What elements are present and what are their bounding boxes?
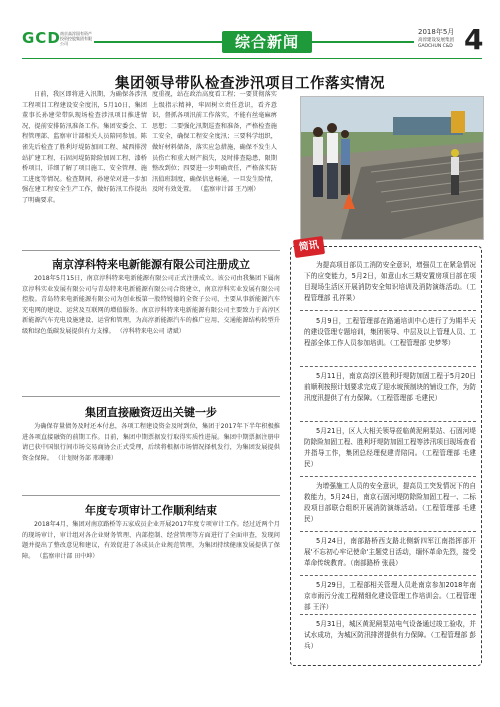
article-byline: （淳科特来电公司 诸斌） bbox=[116, 327, 185, 335]
flash-item-source: （工程管理部 史梦琴） bbox=[389, 339, 455, 347]
lead-headline: 集团领导带队检查涉汛项目工作落实情况 bbox=[115, 76, 385, 92]
article-body bbox=[22, 422, 280, 492]
article-body bbox=[22, 520, 280, 630]
logo-mark: GCD bbox=[22, 29, 61, 47]
header-divider bbox=[22, 58, 482, 59]
flash-divider bbox=[300, 614, 476, 615]
flash-divider bbox=[300, 476, 476, 477]
divider bbox=[22, 396, 280, 397]
news-flash-label: 简讯 bbox=[293, 236, 325, 258]
flash-item bbox=[304, 536, 476, 569]
article-body bbox=[22, 274, 280, 394]
divider bbox=[22, 250, 280, 251]
article-text: 2018年4月，集团对南京路桥等五家成员企业开展2017年度专项审计工作。经过近两个月的现场审计，审计组对各企业财务管理、内部控制、经营管理等方面进行了全面审查，发现问题并提出了整改意见和建议，有效促进了各成员企业规范管理，为集团持续健康发展提供了保障。 bbox=[22, 521, 280, 560]
header-rule-left bbox=[94, 41, 222, 43]
flash-item-text: 为提高项目部员工消防安全意识，增强员工在紧急情况下的应变能力，5月2日，如意山水三期安置房项目部在项目现场生活区开展消防安全知识培训及消防演练活动。 bbox=[304, 261, 476, 291]
flash-item bbox=[304, 426, 476, 470]
article-text: 为确保存量债务及时还本付息，各项工程建设资金及时到位，集团于2017年下半年积极推进各项直接融资的前期工作。目前，集团中期票据发行取得实质性进展。集团中期票据注册申请已获中国银行间市场交易商协会正式受理，后续将根据市场情况择机发行，为集团发展提供资金保障。 bbox=[22, 423, 280, 462]
flash-divider bbox=[300, 531, 476, 532]
flash-item bbox=[304, 316, 476, 349]
article-title: 年度专项审计工作顺利结束 bbox=[85, 504, 217, 517]
inspection-photo-image bbox=[301, 97, 483, 239]
article-byline: （计划财务部 邢珊珊） bbox=[54, 454, 117, 462]
inspection-photo bbox=[300, 96, 484, 240]
flash-item-source: （工程管理部 王洋） bbox=[304, 592, 477, 611]
flash-item bbox=[304, 481, 476, 525]
flash-divider bbox=[300, 421, 476, 422]
lead-byline: （监察审计部 王乃刚） bbox=[197, 186, 260, 194]
lead-column-2 bbox=[152, 90, 277, 250]
flash-item-text: 5月29日，工程部相关管理人员赴南京参加2018年南京市雨污分流工程精细化建设管理工作培训会。 bbox=[304, 581, 476, 600]
people-group bbox=[313, 123, 350, 199]
page-number: 4 bbox=[464, 23, 484, 56]
article-title: 集团直接融资迈出关键一步 bbox=[85, 406, 217, 419]
flash-item-text: 5月24日，南部路桥西支路北侧新四军江南指挥部开展'不忘初心牢记使命'主题党日活动，缅怀革命先烈，接受革命传统教育。 bbox=[304, 537, 476, 567]
flash-item-text: 5月11日，南京高淳区胜利圩堤防加固工程于5月20日前顺利按照计划要求完成了迎水坡预制块的铺设工作，为防汛度汛提供了有力保障。 bbox=[304, 372, 476, 402]
lead-column-1: 日前，我区即将进入汛期，为确保各涉汛工程项目工程建设安全度汛，5月10日，集团董事长孙建荣带队现场检查涉汛项目推进情况，提前安排防汛准备工作。集团安委会、工程管理部、监察审计部相关人员陪同参加。陈雀先后检查了胜利圩堤防加固工程、城西排涝站扩建工程、石固河堤防除险加固工程、漆桥桥项目，详细了解了项目施工、安全管理、施工进度等情况。检查期间，孙建荣对进一步加强在建工程安全生产工作，做好防汛工作提出了明确要求。 bbox=[22, 91, 147, 204]
article-byline: （监察审计部 田中坤） bbox=[36, 552, 99, 560]
header-rule-right bbox=[312, 41, 414, 43]
flash-item-text: 5月31日，城区黄泥闸泵站电气设备通过竣工验收，并试水成功，为城区防汛排涝提供有力保障。 bbox=[304, 620, 476, 639]
flash-item-text: 为增强施工人员的安全意识，提高员工突发情况下的自救能力，5月24日，南京石固河堤防除险加固工程一、二标段项目部联合组织开展消防演练活动。 bbox=[304, 482, 476, 512]
flash-item bbox=[304, 371, 476, 404]
article-text: 2018年5月15日，南京淳科特来电新能源有限公司正式注册成立。该公司由我集团下属南京淳科实业发展有限公司与青岛特来电新能源有限公司合资建立，南京淳科实业发展有限公司控股。青岛特来电新能源有限公司为创业板第一股特锐德的全资子公司，主要从事新能源汽车充电网的建设、运营及互联网的增值服务。南京淳科特来电新能源有限公司主要致力于高淳区新能源汽车充电设施建设、运营和管理，为高淳新能源汽车的推广应用、交通能源结构转型升级和绿色低碳发展提供有力支撑。 bbox=[22, 275, 280, 335]
flash-divider bbox=[300, 366, 476, 367]
flash-item bbox=[304, 619, 476, 652]
flash-divider bbox=[300, 575, 476, 576]
article-title: 南京淳科特来电新能源有限公司注册成立 bbox=[52, 258, 250, 271]
issue-date: 2018年5月 bbox=[418, 28, 455, 36]
logo-subtitle: 南京高淳国有资产投资控股集团有限公司 bbox=[60, 31, 92, 46]
lead-column-2-text: 度重视，站在政治高度看工程；一要贯彻落实上级指示精神，牢固树立责任意识，看齐意识，督抓各项汛前工作落实，不能有丝毫麻痹思想；二要强化汛期巡查和准备，严格检查施工安全，确保工程安全度汛；三要科学组织，做好材料储备，落实应急措施，确保不发生人员伤亡和重大财产损失，及时排查隐患，限期整改到位；四要进一步明确责任，严格落实防汛值班制度，确保信息畅通，一旦发生险情，及时有效处置。 bbox=[152, 91, 277, 194]
flash-item-source: （南部路桥 张晨） bbox=[350, 559, 402, 567]
flash-item-source: （工程管理部 毛建民） bbox=[376, 394, 442, 402]
flash-item-text: 5月21日，区人大相关领导莅临黄泥闸泵站、石固河堤防除险加固工程、胜利圩堤防加固工程等涉汛项目现场查看并指导工作，集团总经理倪建青陪同。 bbox=[304, 427, 476, 457]
page-header bbox=[22, 25, 482, 55]
flash-item-text: 5月9日，工程管理部在路通培训中心进行了为期半天的建设管理专题培训，集团领导、中层及以上管理人员、工程部全体工作人员参加培训。 bbox=[304, 317, 476, 347]
flash-item-source: （工程管理部 彭兵） bbox=[304, 631, 477, 650]
gcd-logo bbox=[22, 29, 92, 51]
flash-divider bbox=[300, 310, 476, 311]
flash-item-source: （工程管理部 毛建民） bbox=[304, 449, 477, 468]
flash-item bbox=[304, 580, 476, 613]
flash-item bbox=[304, 260, 476, 304]
publisher-name: 高淳建设发展集团 GAOCHUN C&D bbox=[418, 38, 454, 49]
section-title: 综合新闻 bbox=[222, 31, 312, 53]
flash-item-source: （工程管理部 孔祥果） bbox=[304, 283, 477, 302]
divider bbox=[22, 495, 280, 496]
flash-item-source: （工程管理部 毛建民） bbox=[304, 504, 477, 523]
